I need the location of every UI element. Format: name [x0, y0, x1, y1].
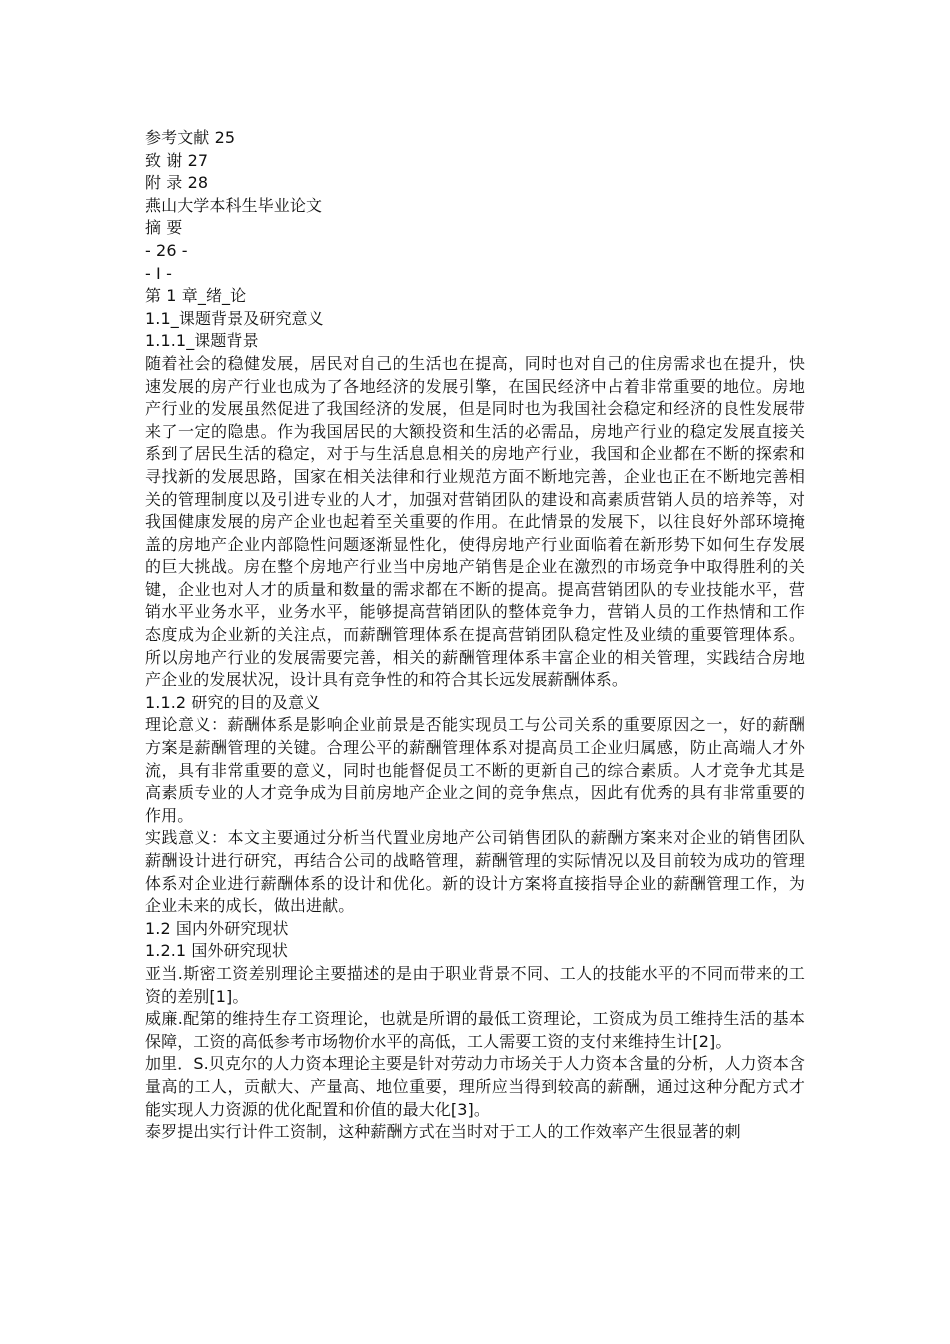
toc-references: 参考文献 25 — [145, 128, 236, 147]
background-paragraph: 随着社会的稳健发展，居民对自己的生活也在提高，同时也对自己的住房需求也在提升，快速发展的房产行业也成为了各地经济的发展引擎，在国民经济中占着非常重要的地位。房地产行业的发展虽然促进了我国经济的发展，但是同时也为我国社会稳定和经济的良性发展带来了一定的隐患。作为我国居民的大额投资和生活的必需品，房地产行业的稳定发展直接关系到了居民生活的稳定，对于与生活息息相关的房地产行业，我国和企业都在不断的探索和寻找新的发展思路，国家在相关法律和行业规范方面不断地完善，企业也正在不断地完善相关的管理制度以及引进专业的人才，加强对营销团队的建设和高素质营销人员的培养等，对我国健康发展的房产企业也起着至关重要的作用。在此情景的发展下，以往良好外部环境掩盖的房地产企业内部隐性问题逐渐显性化，使得房地产行业面临着在新形势下如何生存发展的巨大挑战。房在整个房地产行业当中房地产销售是企业在激烈的市场竞争中取得胜利的关键，企业也对人才的质量和数量的需求都在不断的提高。提高营销团队的专业技能水平，营销水平业务水平，业务水平，能够提高营销团队的整体竞争力，营销人员的工作热情和工作态度成为企业新的关注点，而薪酬管理体系在提高营销团队稳定性及业绩的重要管理体系。所以房地产行业的发展需要完善，相关的薪酬管理体系丰富企业的相关管理，实践结合房地产企业的发展状况，设计具有竞争性的和符合其长远发展薪酬体系。 — [145, 353, 805, 690]
section-heading-1-2-1: 1.2.1 国外研究现状 — [145, 941, 288, 961]
practice-significance-paragraph: 实践意义：本文主要通过分析当代置业房地产公司销售团队的薪酬方案来对企业的销售团队薪酬设计进行研究，再结合公司的战略管理，薪酬管理的实际情况以及目前较为成功的管理体系对企业进行薪酬体系的设计和优化。新的设计方案将直接指导企业的薪酬管理工作，为企业未来的成长，做出进献。 — [145, 828, 805, 916]
abstract-heading: 摘 要 — [145, 218, 183, 238]
thesis-header: 燕山大学本科生毕业论文 — [145, 195, 323, 215]
smith-theory-paragraph: 亚当.斯密工资差别理论主要描述的是由于职业背景不同、工人的技能水平的不同而带来的工资的差别[1]。 — [145, 963, 805, 1006]
petty-theory-paragraph: 威廉.配第的维持生存工资理论，也就是所谓的最低工资理论，工资成为员工维持生活的基本保障，工资的高低参考市场物价水平的高低，工人需要工资的支付来维持生计[2]。 — [145, 1009, 805, 1051]
section-heading-1-1-2: 1.1.2 研究的目的及意义 — [145, 692, 321, 712]
document-page — [145, 127, 805, 1144]
taylor-theory-paragraph: 泰罗提出实行计件工资制，这种薪酬方式在当时对于工人的工作效率产生很显著的刺 — [145, 1122, 741, 1142]
theory-significance-paragraph: 理论意义：薪酬体系是影响企业前景是否能实现员工与公司关系的重要原因之一，好的薪酬方案是薪酬管理的关键。合理公平的薪酬管理体系对提高员工企业归属感，防止高端人才外流，具有非常重要的意义，同时也能督促员工不断的更新自己的综合素质。人才竞争尤其是高素质专业的人才竞争成为目前房地产企业之间的竞争焦点，因此有优秀的具有非常重要的作用。 — [145, 715, 805, 825]
section-heading-1-2: 1.2 国内外研究现状 — [145, 918, 289, 938]
section-heading-1-1-1: 1.1.1_课题背景 — [145, 331, 259, 351]
chapter-title: 第 1 章_绪_论 — [145, 286, 247, 306]
page-number-arabic: - 26 - — [145, 240, 188, 260]
becker-theory-paragraph: 加里．S.贝克尔的人力资本理论主要是针对劳动力市场关于人力资本含量的分析，人力资本含量高的工人，贡献大、产量高、地位重要，理所应当得到较高的薪酬，通过这种分配方式才能实现人力资源的优化配置和价值的最大化[3]。 — [145, 1054, 805, 1119]
toc-appendix: 附 录 28 — [145, 173, 209, 193]
toc-acknowledgements: 致 谢 27 — [145, 150, 209, 170]
page-number-roman: - I - — [145, 263, 172, 283]
section-heading-1-1: 1.1_课题背景及研究意义 — [145, 308, 324, 328]
